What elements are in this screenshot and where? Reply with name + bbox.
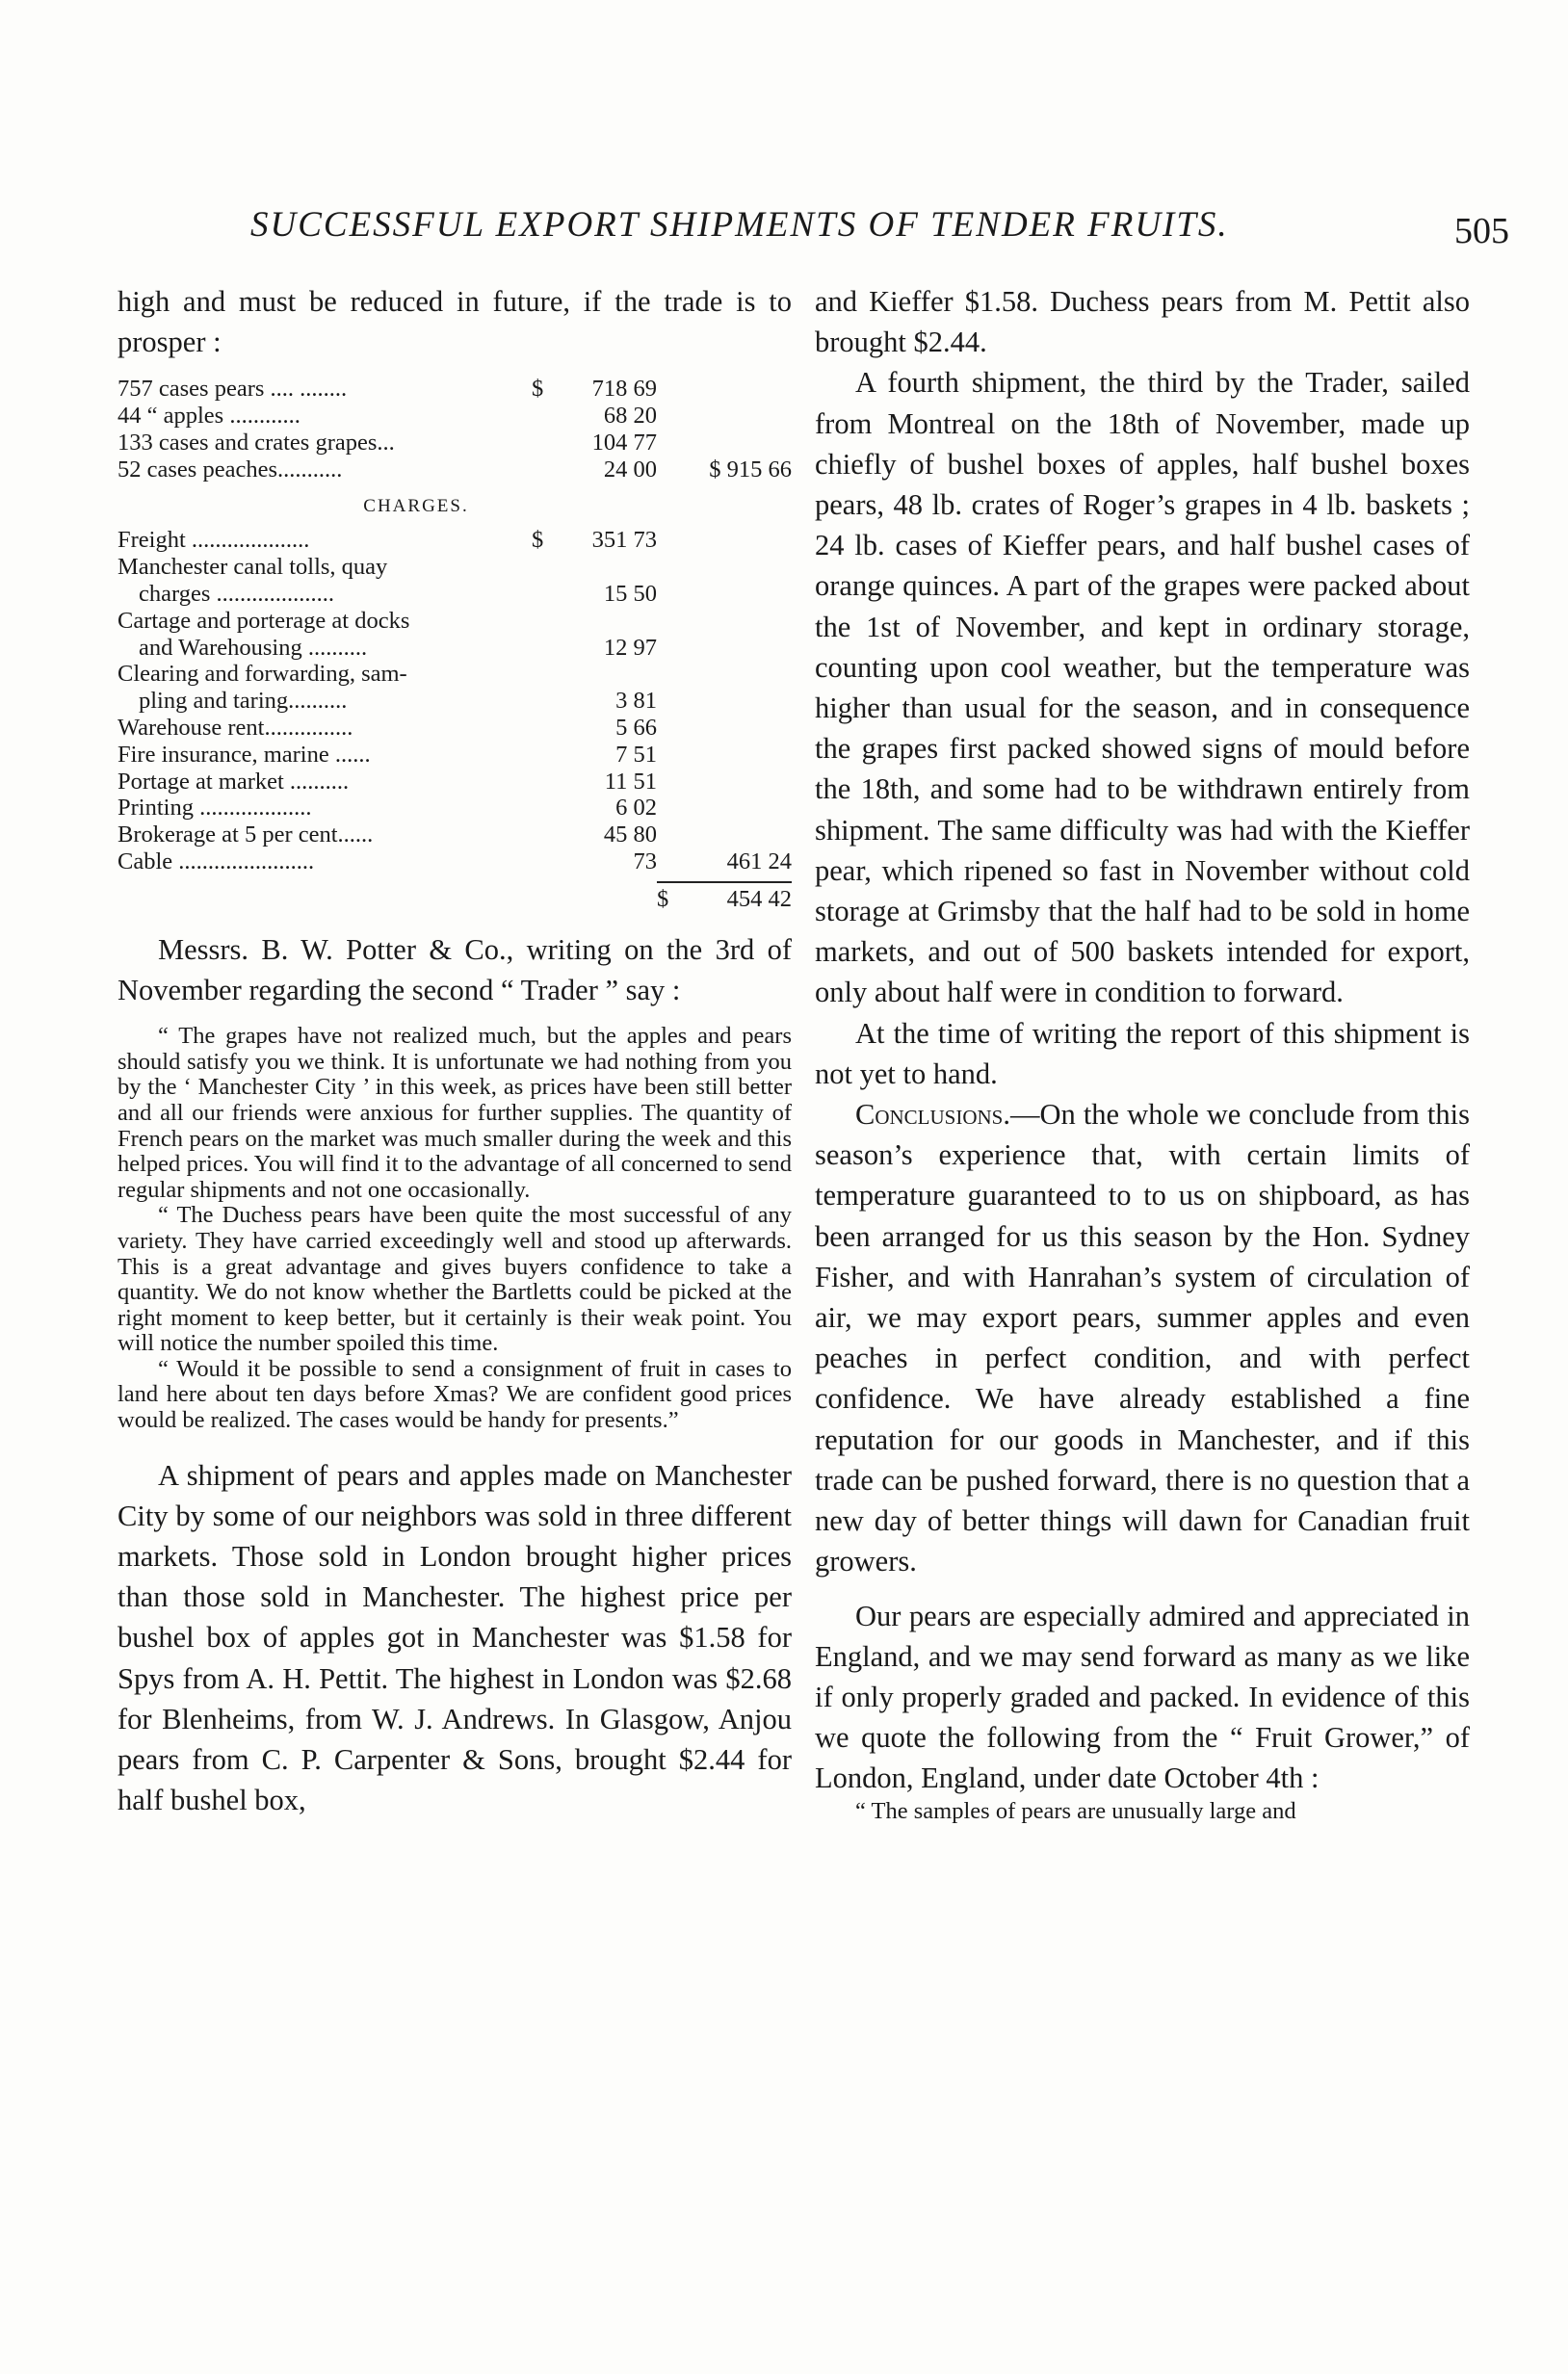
row-amount: 15 50	[603, 580, 657, 607]
conclusions-body: —On the whole we conclude from this season’s experience that, with certain limits of temperature guaranteed to to us on shipboard, as has been arranged for us this season by the Hon. Sydney Fisher, and with Hanrahan’s system of circulation of air, we may export pears, summer apples and even peaches in perfect condition, and with perfect confidence. We have already established a fine reputation for our goods in Manchester, and if this trade can be pushed forward, there is no question that a new day of better things will dawn for Canadian fruit growers.	[815, 1098, 1470, 1578]
dollar-sign: $	[657, 885, 669, 912]
intro-paragraph: high and must be reduced in future, if the trade is to prosper :	[118, 285, 792, 359]
right-column	[815, 281, 1470, 1824]
row-label: Manchester canal tolls, quay	[118, 554, 388, 581]
table-row	[118, 376, 792, 403]
table-row	[118, 608, 792, 635]
continuation-paragraph: and Kieffer $1.58. Duchess pears from M. Pettit also brought $2.44.	[815, 285, 1470, 359]
left-column	[118, 281, 792, 1820]
page-number: 505	[1454, 211, 1509, 251]
row-label: Cartage and porterage at docks	[118, 607, 410, 634]
table-row	[118, 430, 792, 457]
potter-paragraph: Messrs. B. W. Potter & Co., writing on the 3rd of November regarding the second “ Trader ” say :	[118, 932, 792, 1006]
row-label: Freight ....................	[118, 527, 310, 554]
charges-total: 461 24	[726, 848, 792, 874]
table-row	[118, 527, 792, 554]
row-label: 757 cases pears .... ........	[118, 376, 348, 403]
table-row	[118, 715, 792, 742]
row-label: 52 cases peaches...........	[118, 456, 343, 483]
row-label: Cable .......................	[118, 848, 315, 874]
row-label: Printing ...................	[118, 795, 312, 822]
table-row	[118, 848, 792, 875]
table-row	[118, 554, 792, 581]
row-total: $ 915 66	[709, 456, 792, 483]
table-row	[118, 457, 792, 483]
row-amount: 7 51	[615, 741, 657, 768]
row-amount: 718 69	[591, 376, 657, 403]
fourth-shipment-paragraph: A fourth shipment, the third by the Trader, sailed from Montreal on the 18th of November, made up chiefly of bushel boxes of apples, half bushel boxes pears, 48 lb. crates of Roger’s grapes in 4 lb. baskets ; 24 lb. cases of Kieffer pears, and half bushel cases of orange quinces. A part of the grapes were packed about the 1st of November, and kept in ordinary storage, counting upon cool weather, but the temperature was higher than usual for the season, and in consequence the grapes first packed showed signs of mould before the 18th, and some had to be withdrawn entirely from shipment. The same difficulty was had with the Kieffer pear, which ripened so fast in November without cold storage at Grimsby that the half had to be sold in home markets, and out of 500 baskets intended for export, only about half were in condition to forward.	[815, 366, 1470, 1009]
row-amount: 45 80	[603, 822, 657, 848]
table-row	[118, 581, 792, 608]
table-row	[118, 795, 792, 822]
row-amount: 6 02	[615, 795, 657, 822]
row-amount: 12 97	[603, 634, 657, 661]
table-row	[118, 661, 792, 688]
table-row	[118, 769, 792, 796]
row-amount: 24 00	[603, 456, 657, 483]
conclusions-heading: Conclusions.	[855, 1098, 1010, 1132]
quote-paragraph: “ The grapes have not realized much, but the apples and pears should satisfy you we think. It is unfortunate we had nothing from you by the ‘ Manchester City ’ in this week, as prices have been still better and all our friends were anxious for further supplies. The quantity of French pears on the market was much smaller during the week and this helped prices. You will find it to the advantage of all concerned to send regular shipments and not one occasionally.	[118, 1023, 792, 1203]
report-paragraph: At the time of writing the report of this shipment is not yet to hand.	[815, 1016, 1470, 1090]
table-row	[118, 688, 792, 715]
row-label: Brokerage at 5 per cent......	[118, 822, 374, 848]
quote-paragraph: “ Would it be possible to send a consignment of fruit in cases to land here about ten days before Xmas? We are confident good prices would be realized. The cases would be handy for presents.”	[118, 1355, 792, 1434]
sales-account-table	[118, 376, 792, 915]
charges-heading: CHARGES.	[363, 495, 469, 516]
dollar-sign: $	[532, 527, 544, 554]
row-amount: 3 81	[615, 688, 657, 715]
row-amount: 104 77	[591, 430, 657, 456]
row-amount: 5 66	[615, 714, 657, 741]
quote-paragraph: “ The samples of pears are unusually large and	[855, 1797, 1296, 1824]
dollar-sign: $	[532, 376, 544, 403]
table-row	[118, 635, 792, 662]
conclusions-paragraph	[815, 1094, 1470, 1581]
row-label: Warehouse rent...............	[118, 714, 353, 741]
table-row	[118, 403, 792, 430]
row-label: Clearing and forwarding, sam-	[118, 661, 407, 688]
net-proceeds	[657, 881, 792, 916]
running-header	[250, 204, 1509, 251]
row-label: 44 “ apples ............	[118, 403, 301, 430]
quote-paragraph: “ The Duchess pears have been quite the most successful of any variety. They have carried exceedingly well and stood up afterwards. This is a great advantage and gives buyers confidence to take a quantity. We do not know whether the Bartletts could be picked at the right moment to keep better, but it certainly is their weak point. You will notice the number spoiled this time.	[118, 1202, 792, 1357]
row-label: charges ....................	[139, 580, 334, 607]
pears-paragraph: Our pears are especially admired and appreciated in England, and we may send forward as many as we like if only properly graded and packed. In evidence of this we quote the following from the “ Fruit Grower,” of London, England, under date October 4th :	[815, 1599, 1470, 1795]
row-amount: 68 20	[603, 403, 657, 430]
row-amount: 11 51	[604, 768, 657, 795]
row-label: pling and taring..........	[139, 688, 348, 715]
net-amount: 454 42	[726, 885, 792, 912]
table-row	[118, 822, 792, 848]
row-label: Fire insurance, marine ......	[118, 741, 371, 768]
row-amount: 351 73	[591, 527, 657, 554]
row-label: Portage at market ..........	[118, 768, 350, 795]
table-row	[118, 742, 792, 769]
row-amount: 73	[633, 848, 657, 874]
row-label: 133 cases and crates grapes...	[118, 430, 395, 456]
row-label: and Warehousing ..........	[139, 634, 368, 661]
shipment-paragraph: A shipment of pears and apples made on Manchester City by some of our neighbors was sold in three different markets. Those sold in London brought higher prices than those sold in Manchester. The highest price per bushel box of apples got in Manchester was $1.58 for Spys from A. H. Pettit. The highest in London was $2.68 for Blenheims, from W. J. Andrews. In Glasgow, Anjou pears from C. P. Carpenter & Sons, brought $2.44 for half bushel box,	[118, 1458, 792, 1817]
running-title: SUCCESSFUL EXPORT SHIPMENTS OF TENDER FRUITS.	[250, 205, 1229, 245]
